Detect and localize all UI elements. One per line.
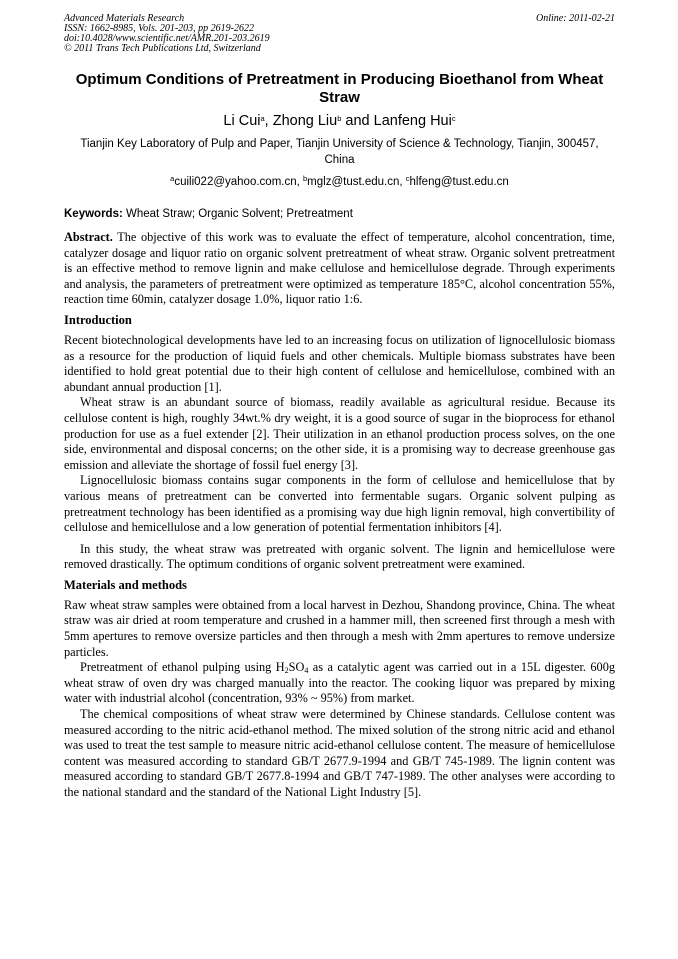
copyright-line: © 2011 Trans Tech Publications Ltd, Switzerland bbox=[64, 43, 261, 54]
section-heading-methods: Materials and methods bbox=[64, 577, 187, 592]
paper-page bbox=[64, 14, 615, 801]
abstract-text: The objective of this work was to evaluate the effect of temperature, alcohol concentration, time, catalyzer dosage and liquor ratio on organic solvent pretreatment of wheat straw. Organic solvent pretreatment is an effective method to remove lignin and make cellulose and hemicellulose degrade. Through experiments and analysis, the parameters of pretreatment were optimized as temperature 185°C, alcohol concentration 55%, reaction time 60min, catalyzer dosage 1.0%, liquor ratio 1:6. bbox=[64, 230, 615, 307]
intro-paragraph-1: Recent biotechnological developments have led to an increasing focus on utilization of lignocellulosic biomass as a resource for the production of liquid fuels and other chemicals. Multiple biomass substrates have been identified to hold great potential due to their high content of cellulose and hemicellulose, combined with an abundant annual production [1]. bbox=[64, 332, 615, 394]
email-list bbox=[64, 174, 615, 190]
author-name: Li Cui bbox=[223, 113, 261, 129]
online-date: Online: 2011-02-21 bbox=[536, 13, 615, 24]
author-list bbox=[64, 112, 615, 130]
methods-paragraph-3: The chemical compositions of wheat straw were determined by Chinese standards. Cellulose content was measured according to the nitric acid-ethanol method. The mixed solution of the strong nitric acid and ethanol was used to treat the test sample to measure nitric acid-ethanol cellulose content. The measure of hemicellulose content was measured according to standard GB/T 2677.9-1994 and GB/T 745-1989. The lignin content was measured according to standard GB/T 2677.8-1994 and GB/T 747-1989. The other analyses were according to the national standard and the standard of the National Light Industry [5]. bbox=[64, 707, 615, 799]
methods-text: Pretreatment of ethanol pulping using H bbox=[80, 660, 285, 675]
subscript: 4 bbox=[304, 666, 309, 676]
section-heading-introduction: Introduction bbox=[64, 312, 132, 327]
issn-line: ISSN: 1662-8985, Vols. 201-203, pp 2619-2622 bbox=[64, 23, 254, 34]
author-affil-mark: b bbox=[337, 114, 342, 123]
methods-text: SO bbox=[288, 660, 305, 675]
email-mark: b bbox=[303, 174, 308, 183]
abstract-label: Abstract. bbox=[64, 230, 113, 244]
methods-paragraph-2 bbox=[64, 660, 615, 707]
email-address: cuili022@yahoo.com.cn, bbox=[174, 176, 303, 188]
author-name: Lanfeng Hui bbox=[373, 113, 452, 129]
intro-paragraph-2: Wheat straw is an abundant source of biomass, readily available as agricultural residue. Because its cellulose content is high, roughly 34wt.% dry weight, it is a good source of sugar in the bioprocess for ethanol production for use as a fuel extender [2]. Their utilization in an ethanol production process solves, on the one side, environmental and disposal concerns; on the other side, it is a promising way to decrease greenhouse gas emission and alleviate the shortage of fossil fuel energy [3]. bbox=[64, 395, 615, 472]
intro-paragraph-3: Lignocellulosic biomass contains sugar components in the form of cellulose and hemicellulose that by various means of pretreatment can be converted into fermentable sugars. Organic solvent pulping as pretreatment technology has been identified as a promising way due high lignin removal, high convertibility of cellulose and hemicellulose and a low generation of potential fermentation inhibitors [4]. bbox=[64, 473, 615, 535]
journal-header bbox=[64, 14, 615, 54]
methods-text: as a catalytic agent was carried out in a 15L digester. 600g wheat straw of oven dry was charged manually into the reactor. The cooking liquor was prepared by mixing water with industrial alcohol (concentration, 93% ~ 95%) from market. bbox=[64, 660, 615, 706]
keywords-text: Wheat Straw; Organic Solvent; Pretreatment bbox=[122, 208, 353, 220]
affiliation: Tianjin Key Laboratory of Pulp and Paper, Tianjin University of Science & Technology, Tianjin, 300457, China bbox=[80, 138, 599, 166]
keywords-label: Keywords: bbox=[64, 208, 123, 220]
paper-title: Optimum Conditions of Pretreatment in Producing Bioethanol from Wheat Straw bbox=[75, 71, 604, 106]
journal-name: Advanced Materials Research bbox=[64, 13, 185, 24]
keywords bbox=[64, 206, 615, 222]
intro-paragraph-4: In this study, the wheat straw was pretreated with organic solvent. The lignin and hemicellulose were removed drastically. The optimum conditions of organic solvent pretreatment were examined. bbox=[64, 541, 615, 572]
author-affil-mark: a bbox=[260, 114, 265, 123]
abstract bbox=[64, 230, 615, 308]
author-separator: , bbox=[264, 113, 273, 129]
author-affil-mark: c bbox=[451, 114, 456, 123]
email-mark: a bbox=[170, 174, 175, 183]
email-address: mglz@tust.edu.cn, bbox=[307, 176, 406, 188]
author-separator: and bbox=[341, 113, 374, 129]
author-name: Zhong Liu bbox=[272, 113, 338, 129]
doi-line: doi:10.4028/www.scientific.net/AMR.201-203.2619 bbox=[64, 33, 270, 44]
methods-paragraph-1: Raw wheat straw samples were obtained from a local harvest in Dezhou, Shandong province, China. The wheat straw was air dried at room temperature and crushed in a hammer mill, then screened first through a mesh with 5mm apertures to remove oversize particles and then through a mesh with 2mm apertures to remove undersize particles. bbox=[64, 597, 615, 659]
subscript: 2 bbox=[284, 666, 289, 676]
email-mark: c bbox=[405, 174, 410, 183]
email-address: hlfeng@tust.edu.cn bbox=[409, 176, 509, 188]
